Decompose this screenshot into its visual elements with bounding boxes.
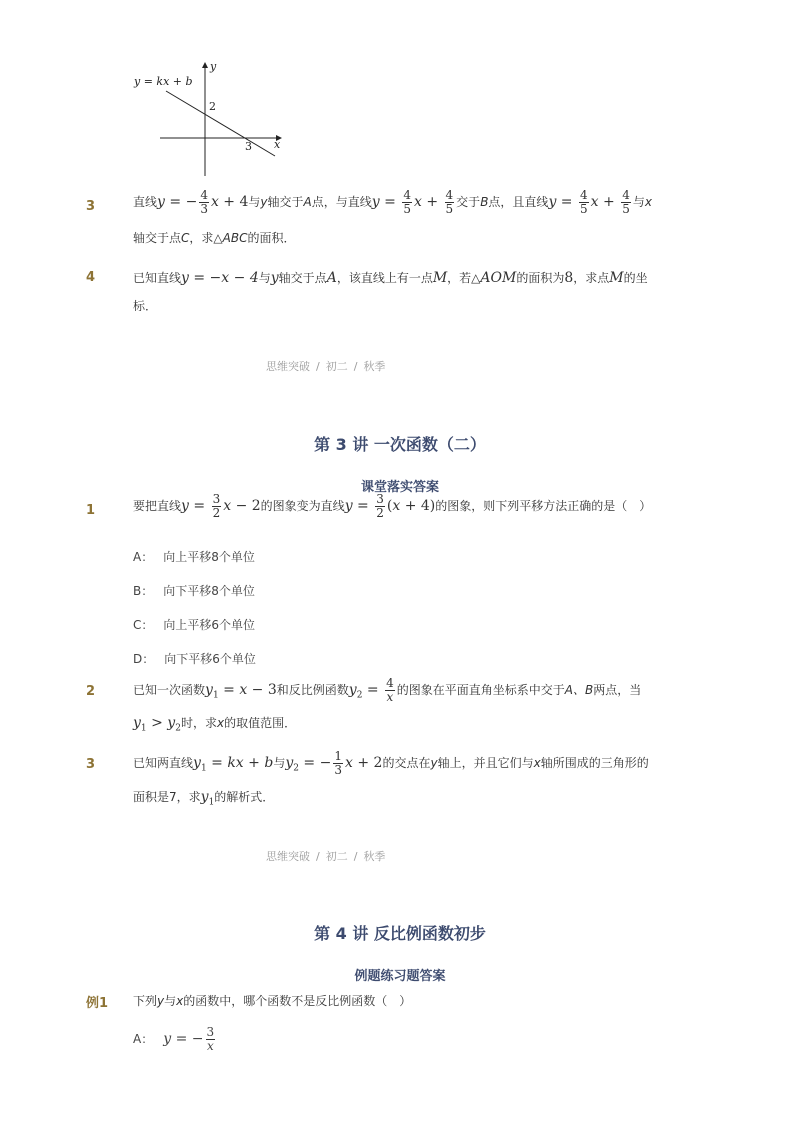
option-a[interactable]: A： y = − $\frac{3}{x}$	[133, 1025, 215, 1054]
question-text-line: 面积是7，求$y_1$的解析式．	[133, 789, 275, 808]
graph-line-label: y = kx + b	[134, 75, 193, 88]
option-c[interactable]: C： 向上平移6个单位	[133, 618, 256, 632]
question-text-line: 下列y与x的函数中，哪个函数不是反比例函数（ ）	[133, 994, 412, 1008]
question-text-line: 直线y = − $\frac{4}{3}$ x + 4与y轴交于A点，与直线y = $\frac{4}{5}$ x + $\frac{4}{5}$ 交于B点，且直线y = $\frac{4}{5}$ x + $\frac{4}{5}$ 与x	[133, 188, 652, 217]
question-text-line: 已知直线y = −x − 4与y轴交于点A，该直线上有一点M，若△AOM的面积为8，求点M的坐	[133, 270, 648, 286]
option-d[interactable]: D： 向下平移6个单位	[133, 652, 256, 666]
page-footer: 思维突破 / 初二 / 秋季	[266, 850, 386, 863]
lecture-title: 第 4 讲 反比例函数初步	[314, 924, 486, 943]
graph-x-intercept: 3	[245, 140, 252, 153]
question-text-line: $y_1 > y_2$时，求x的取值范围．	[133, 715, 297, 734]
y-axis-arrow	[202, 62, 208, 68]
question-number: 1	[86, 503, 96, 518]
question-text-line: 轴交于点C，求△ABC的面积．	[133, 231, 296, 245]
question-text-line: 已知一次函数$y_1 = x - 3$和反比例函数$y_2$ = $\frac{4}{x}$ 的图象在平面直角坐标系中交于A、B两点，当	[133, 676, 642, 705]
option-b[interactable]: B： 向下平移8个单位	[133, 584, 255, 598]
linear-function-graph	[130, 58, 290, 180]
section-subtitle: 例题练习题答案	[354, 969, 446, 984]
question-number: 2	[86, 684, 96, 699]
section-subtitle: 课堂落实答案	[360, 480, 439, 495]
question-text-line: 要把直线y = $\frac{3}{2}$ x − 2的图象变为直线y = $\frac{3}{2}$ (x + 4)的图象，则下列平移方法正确的是（ ）	[133, 492, 652, 521]
question-text-line: 标．	[133, 299, 158, 313]
question-number: 4	[86, 270, 96, 285]
option-a[interactable]: A： 向上平移8个单位	[133, 550, 255, 564]
question-text-line: 已知两直线$y_1$ = kx + b与$y_2$ = − $\frac{1}{3}$ x + 2的交点在y轴上，并且它们与x轴所围成的三角形的	[133, 749, 649, 778]
page-footer: 思维突破 / 初二 / 秋季	[266, 360, 386, 373]
question-number: 3	[86, 757, 96, 772]
function-line	[166, 91, 275, 156]
lecture-title: 第 3 讲 一次函数（二）	[314, 435, 486, 454]
graph-y-label: y	[210, 60, 217, 73]
graph-y-intercept: 2	[209, 100, 216, 113]
example-number: 例1	[86, 996, 109, 1011]
graph-x-label: x	[274, 138, 281, 151]
question-number: 3	[86, 199, 96, 214]
